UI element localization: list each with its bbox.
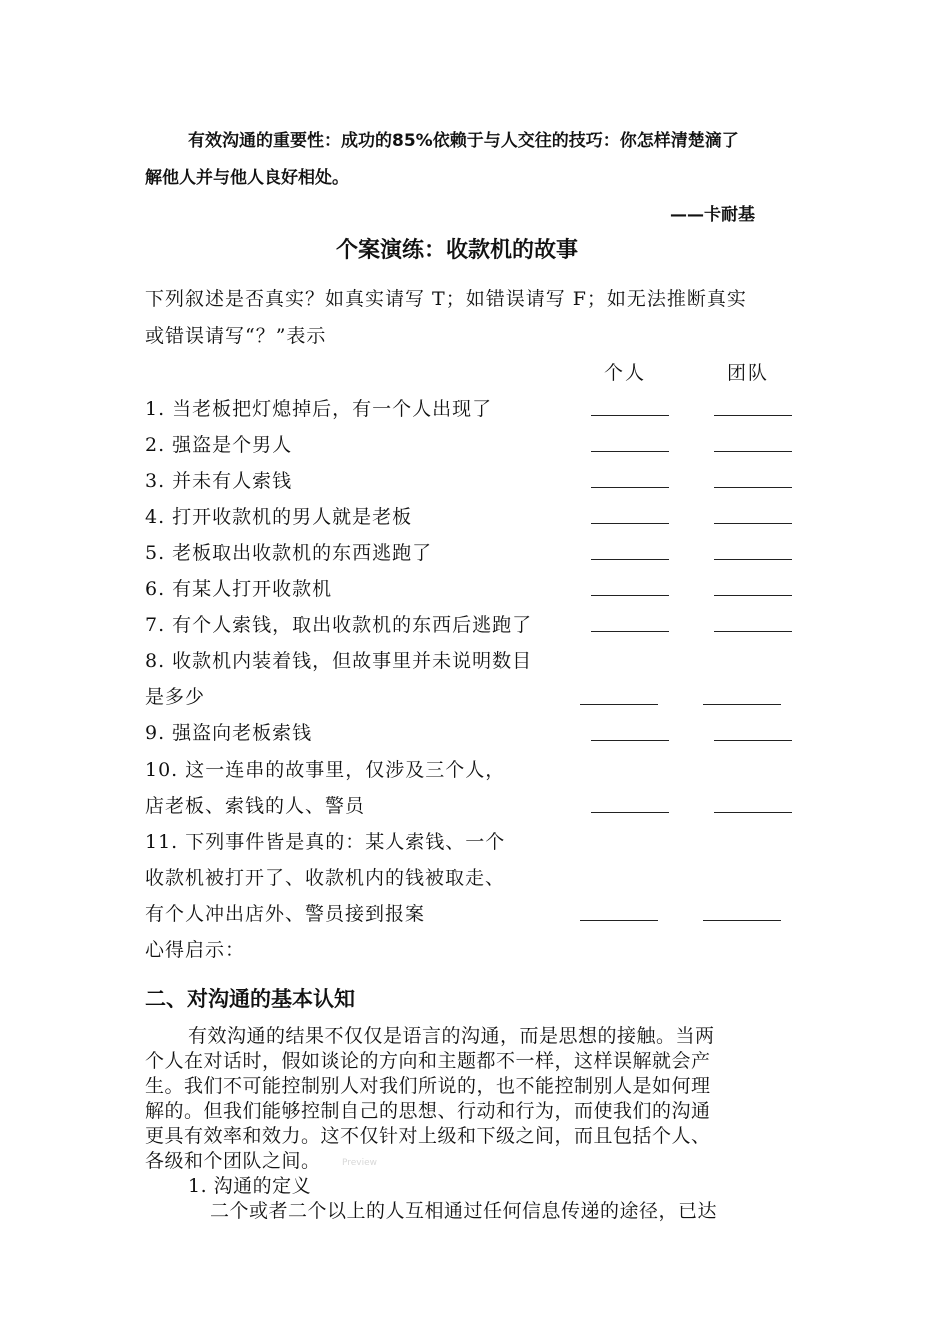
answer-blank-individual-6[interactable] bbox=[591, 595, 669, 596]
quote-line-1: 有效沟通的重要性：成功的85%依赖于与人交往的技巧：你怎样清楚滴了 bbox=[188, 131, 739, 151]
answer-blank-individual-1[interactable] bbox=[591, 415, 669, 416]
answer-blank-team-8[interactable] bbox=[703, 704, 781, 705]
paragraph-line-5: 更具有效率和效力。这不仅针对上级和下级之间，而且包括个人、 bbox=[145, 1125, 711, 1147]
statement-10-line-1: 10. 这一连串的故事里，仅涉及三个人， bbox=[145, 759, 506, 781]
answer-blank-team-1[interactable] bbox=[714, 415, 792, 416]
answer-blank-individual-11[interactable] bbox=[580, 920, 658, 921]
statement-7: 7. 有个人索钱，取出收款机的东西后逃跑了 bbox=[145, 614, 533, 636]
statement-8-line-1: 8. 收款机内装着钱，但故事里并未说明数目 bbox=[145, 650, 533, 672]
answer-blank-team-3[interactable] bbox=[714, 487, 792, 488]
paragraph-line-3: 生。我们不可能控制别人对我们所说的，也不能控制别人是如何理 bbox=[145, 1075, 711, 1097]
insight-label: 心得启示： bbox=[145, 939, 246, 961]
statement-4: 4. 打开收款机的男人就是老板 bbox=[145, 506, 413, 528]
paragraph-line-4: 解的。但我们能够控制自己的思想、行动和行为，而使我们的沟通 bbox=[145, 1100, 711, 1122]
answer-blank-individual-8[interactable] bbox=[580, 704, 658, 705]
paragraph-line-6: 各级和个团队之间。 bbox=[145, 1150, 321, 1172]
answer-blank-team-2[interactable] bbox=[714, 451, 792, 452]
statement-1: 1. 当老板把灯熄掉后，有一个人出现了 bbox=[145, 398, 493, 420]
subheading-definition: 1. 沟通的定义 bbox=[188, 1175, 312, 1197]
answer-blank-individual-2[interactable] bbox=[591, 451, 669, 452]
answer-blank-team-5[interactable] bbox=[714, 559, 792, 560]
statement-2: 2. 强盗是个男人 bbox=[145, 434, 293, 456]
paragraph-line-2: 个人在对话时，假如谈论的方向和主题都不一样，这样误解就会产 bbox=[145, 1050, 711, 1072]
answer-blank-team-7[interactable] bbox=[714, 631, 792, 632]
statement-6: 6. 有某人打开收款机 bbox=[145, 578, 333, 600]
instructions-line-2: 或错误请写“？”表示 bbox=[145, 325, 327, 347]
statement-5: 5. 老板取出收款机的东西逃跑了 bbox=[145, 542, 433, 564]
answer-blank-individual-5[interactable] bbox=[591, 559, 669, 560]
quote-line-2: 解他人并与他人良好相处。 bbox=[145, 168, 349, 188]
definition-line: 二个或者二个以上的人互相通过任何信息传递的途径，已达 bbox=[210, 1200, 718, 1222]
answer-blank-individual-7[interactable] bbox=[591, 631, 669, 632]
statement-10-line-2: 店老板、索钱的人、警员 bbox=[145, 795, 366, 817]
case-title: 个案演练：收款机的故事 bbox=[336, 238, 579, 263]
statement-8-line-2: 是多少 bbox=[145, 686, 206, 708]
preview-watermark: Preview bbox=[342, 1158, 378, 1168]
statement-3: 3. 并未有人索钱 bbox=[145, 470, 293, 492]
answer-blank-team-9[interactable] bbox=[714, 740, 792, 741]
column-header-team: 团队 bbox=[727, 362, 770, 384]
column-header-individual: 个人 bbox=[604, 362, 647, 384]
statement-11-line-1: 11. 下列事件皆是真的：某人索钱、一个 bbox=[145, 831, 506, 853]
quote-author: ——卡耐基 bbox=[670, 205, 755, 225]
answer-blank-team-10[interactable] bbox=[714, 812, 792, 813]
answer-blank-individual-9[interactable] bbox=[591, 740, 669, 741]
answer-blank-team-11[interactable] bbox=[703, 920, 781, 921]
answer-blank-team-4[interactable] bbox=[714, 523, 792, 524]
answer-blank-team-6[interactable] bbox=[714, 595, 792, 596]
statement-11-line-3: 有个人冲出店外、警员接到报案 bbox=[145, 903, 426, 925]
paragraph-line-1: 有效沟通的结果不仅仅是语言的沟通，而是思想的接触。当两 bbox=[188, 1025, 715, 1047]
statement-11-line-2: 收款机被打开了、收款机内的钱被取走、 bbox=[145, 867, 506, 889]
instructions-line-1: 下列叙述是否真实？如真实请写 T；如错误请写 F；如无法推断真实 bbox=[145, 288, 747, 310]
answer-blank-individual-10[interactable] bbox=[591, 812, 669, 813]
answer-blank-individual-3[interactable] bbox=[591, 487, 669, 488]
section-2-heading: 二、对沟通的基本认知 bbox=[145, 987, 355, 1011]
statement-9: 9. 强盗向老板索钱 bbox=[145, 722, 313, 744]
answer-blank-individual-4[interactable] bbox=[591, 523, 669, 524]
